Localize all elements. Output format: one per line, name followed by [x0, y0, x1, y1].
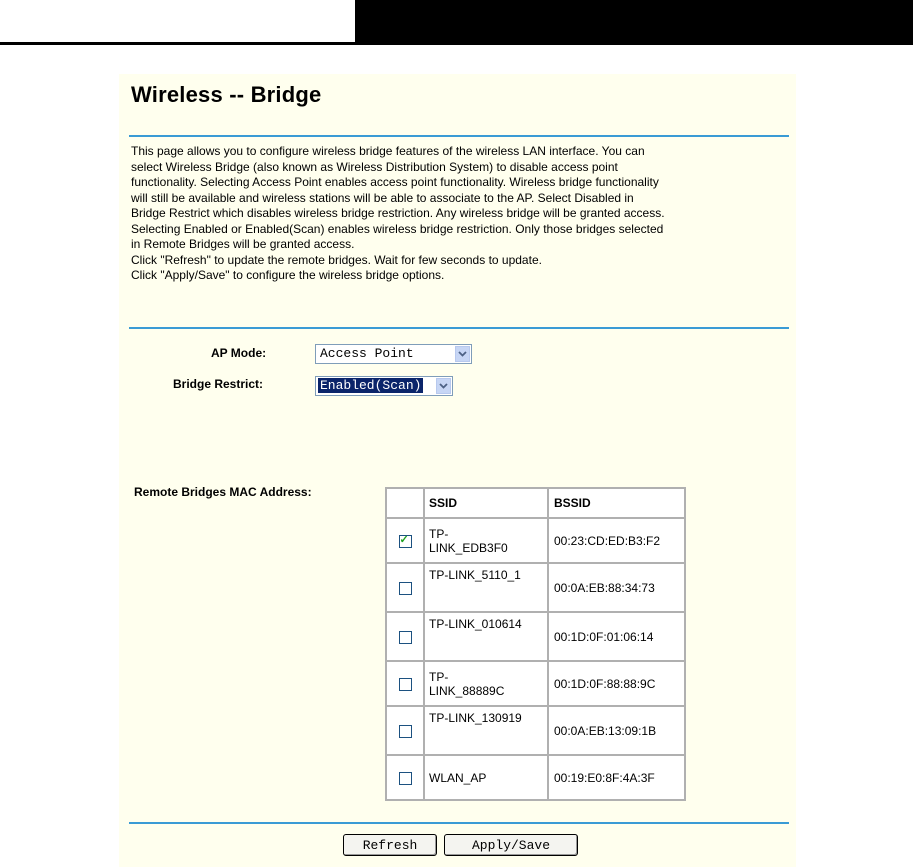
ssid-text: TP-LINK_5110_1	[429, 568, 521, 582]
description-line: select Wireless Bridge (also known as Wireless Distribution System) to disable access point	[131, 159, 618, 174]
description-line: will still be available and wireless stations will be able to associate to the AP. Select Disabled in	[131, 190, 634, 205]
ssid-cell	[424, 661, 548, 706]
bssid-cell: 00:0A:EB:13:09:1B	[548, 706, 685, 755]
ssid-cell	[424, 612, 548, 661]
header-rule	[0, 42, 913, 45]
table-row	[386, 706, 685, 755]
page-description	[131, 144, 791, 284]
table-row	[386, 612, 685, 661]
table-row	[386, 563, 685, 612]
table-row	[386, 755, 685, 800]
bridge-restrict-select[interactable]	[315, 376, 453, 396]
column-header-select	[386, 488, 424, 518]
description-line: This page allows you to configure wireless bridge features of the wireless LAN interface. You can	[131, 144, 645, 158]
ssid-cell	[424, 518, 548, 563]
chevron-down-icon[interactable]	[455, 346, 470, 362]
description-line: functionality. Selecting Access Point enables access point functionality. Wireless bridge functionality	[131, 175, 659, 189]
divider-bottom	[129, 822, 789, 824]
checkbox-icon[interactable]	[399, 535, 412, 548]
bridge-restrict-value: Enabled(Scan)	[320, 378, 422, 393]
ap-mode-label: AP Mode:	[211, 346, 267, 360]
ap-mode-select[interactable]	[315, 344, 472, 364]
description-line: Bridge Restrict which disables wireless bridge restriction. Any wireless bridge will be granted access.	[131, 206, 665, 220]
wireless-bridge-panel	[119, 74, 796, 867]
checkbox-icon[interactable]	[399, 725, 412, 738]
column-header-bssid: BSSID	[548, 488, 685, 518]
description-line: Selecting Enabled or Enabled(Scan) enables wireless bridge restriction. Only those bridges selected	[131, 221, 664, 236]
ssid-cell	[424, 706, 548, 755]
ssid-text: LINK_EDB3F0	[429, 540, 508, 555]
remote-bridges-label: Remote Bridges MAC Address:	[134, 485, 312, 499]
chevron-down-icon[interactable]	[436, 378, 451, 394]
bridge-restrict-label: Bridge Restrict:	[173, 377, 264, 391]
ssid-text: TP-LINK_010614	[429, 617, 522, 631]
divider-middle	[129, 327, 789, 329]
table-row	[386, 518, 685, 563]
ssid-text: TP-	[429, 526, 449, 541]
description-line: Click "Apply/Save" to configure the wireless bridge options.	[131, 268, 445, 282]
bssid-cell: 00:1D:0F:88:88:9C	[548, 661, 685, 706]
table-header-row	[386, 488, 685, 518]
refresh-button[interactable]: Refresh	[343, 834, 437, 856]
ssid-text: LINK_88889C	[429, 683, 505, 698]
table-row	[386, 661, 685, 706]
divider-top	[129, 135, 789, 137]
description-line: Click "Refresh" to update the remote bridges. Wait for few seconds to update.	[131, 252, 542, 267]
bssid-cell: 00:19:E0:8F:4A:3F	[548, 755, 685, 800]
checkbox-icon[interactable]	[399, 582, 412, 595]
page-title: Wireless -- Bridge	[131, 82, 322, 107]
checkbox-icon[interactable]	[399, 631, 412, 644]
remote-bridges-table	[385, 487, 686, 801]
bssid-cell: 00:0A:EB:88:34:73	[548, 563, 685, 612]
header-bar	[355, 0, 913, 42]
checkbox-icon[interactable]	[399, 772, 412, 785]
ssid-text: TP-LINK_130919	[429, 711, 522, 725]
ssid-cell	[424, 755, 548, 800]
description-line: in Remote Bridges will be granted access.	[131, 237, 355, 251]
bssid-cell: 00:23:CD:ED:B3:F2	[548, 518, 685, 563]
ssid-cell	[424, 563, 548, 612]
checkbox-icon[interactable]	[399, 678, 412, 691]
bssid-cell: 00:1D:0F:01:06:14	[548, 612, 685, 661]
ssid-text: WLAN_AP	[429, 770, 487, 785]
apply-save-button[interactable]: Apply/Save	[444, 834, 578, 856]
ssid-text: TP-	[429, 669, 449, 684]
column-header-ssid: SSID	[424, 488, 548, 518]
ap-mode-value: Access Point	[320, 346, 414, 361]
